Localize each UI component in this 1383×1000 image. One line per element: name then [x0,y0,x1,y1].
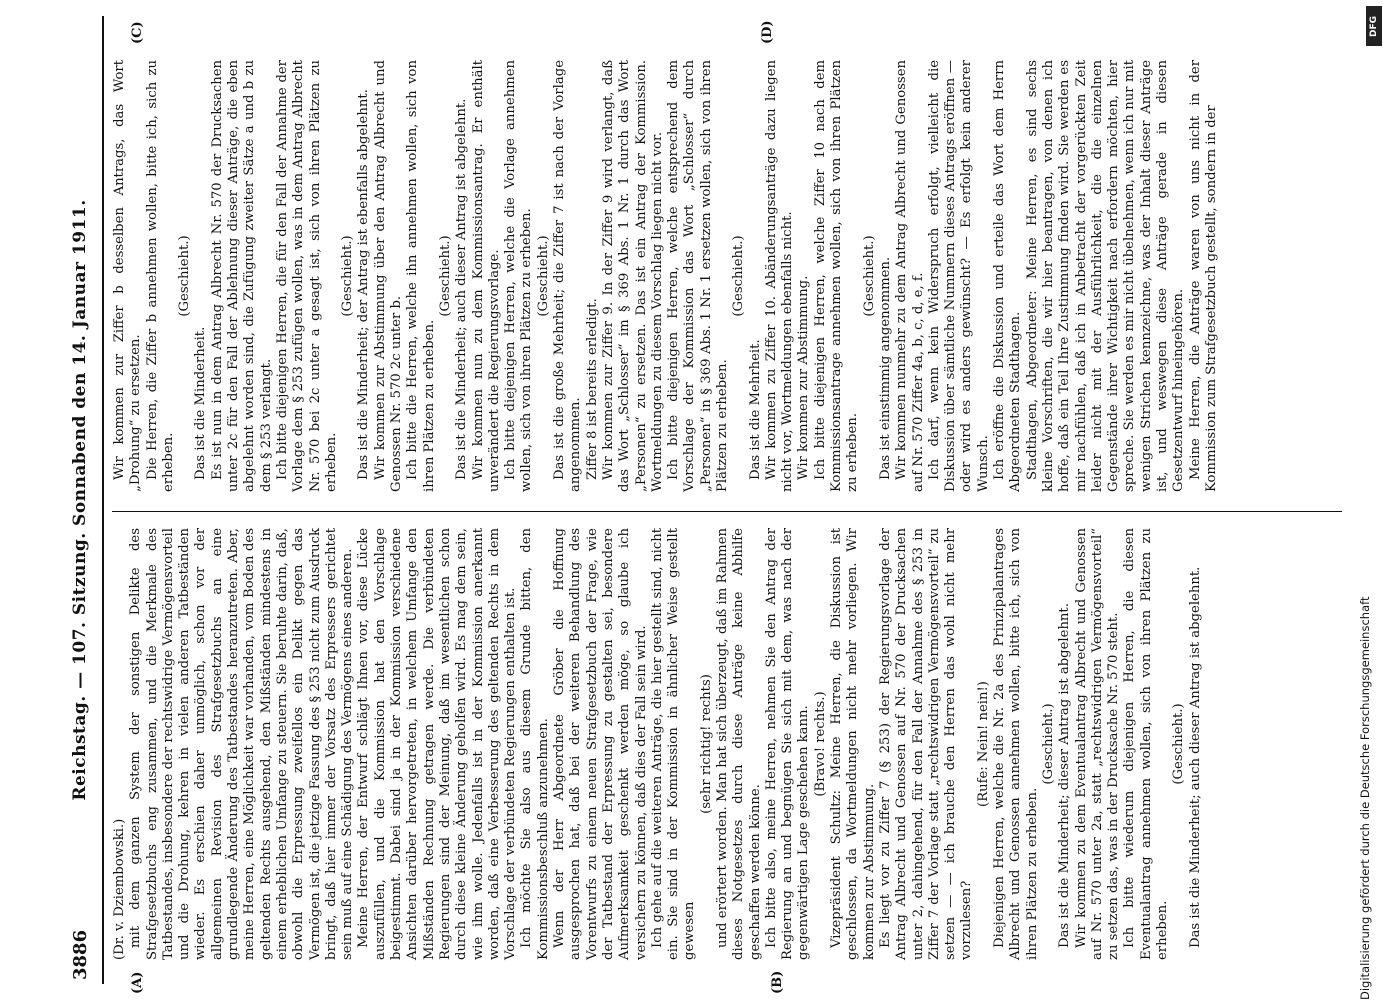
paragraph: Das ist die Minderheit. [193,326,209,480]
margin-marker-c: (C) [130,21,145,44]
paragraph: (Geschieht.) [535,235,551,317]
paragraph: mit dem ganzen System der sonstigen Delikte des Strafgesetzbuchs eng zusammen, und die Merkmale des Tatbestandes, insbesondere der rechtswidrige Vermögensvorteil und die Drohung, kehren in vielen anderen Tatbeständen wieder. Es erschien daher unmöglich, schon vor der allgemeinen Revision des Strafgesetzbuchs an eine grundlegende Änderung des Tatbestandes heranzutreten. Aber, meine Herren, eine Möglichkeit war vorhanden, vom Boden des geltenden Rechts ausgehend, den Mißständen mindestens in einem erheblichen Umfange zu steuern. Sie beruhte darin, daß, obwohl die Erpressung zweifellos ein Delikt gegen das Vermögen ist, die jetzige Fassung des § 253 nicht zum Ausdruck bringt, daß hier immer der Vorsatz des Erpressers gerichtet sein muß auf eine Schädigung des Vermögens eines anderen. [128,528,356,960]
text-column-left [112,528,1340,960]
paragraph: Ich bitte diejenigen Herren, welche entsprechend dem Vorschlage der Kommission das Wort „Schlosser“ durch „Personen“ in § 369 Abs. 1 Nr. 1 ersetzen wollen, sich von ihren Plätzen zu erheben. [666,60,730,492]
paragraph: Es ist nun in dem Antrag Albrecht Nr. 570 der Drucksachen unter 2c für den Fall der Ablehnung dieser Anträge, die eben abgelehnt worden sind, die Zufügung zweiter Sätze a und b zu dem § 253 verlangt. [209,60,274,492]
paragraph: Das ist einstimmig angenommen. [877,256,893,480]
paragraph: (Geschieht.) [437,235,453,317]
paragraph: (Rufe: Nein! nein!) [975,681,991,807]
paragraph: Wir kommen zu dem Eventualantrag Albrecht und Genossen auf Nr. 570 unter 2a, statt „rechtswidrigen Vermögensvorteil“ zu setzen das, was in der Drucksache Nr. 570 steht. [1073,528,1122,960]
paragraph: Das ist die Mehrheit. [747,339,763,480]
page-header [60,0,100,1000]
paragraph: Vizepräsident Schultz: Meine Herren, die Diskussion ist geschlossen, da Wortmeldungen nicht mehr vorliegen. Wir kommen zur Abstimmung. [829,528,877,960]
text-column-right [112,60,1340,492]
page-number: 3886 [70,929,91,980]
paragraph: (Bravo! rechts.) [812,691,828,797]
paragraph: Ich bitte diejenigen Herren, welche die Vorlage annehmen wollen, sich von ihren Plätzen zu erheben. [503,60,535,492]
digitization-credit: Digitalisierung gefördert durch die Deutsche Forschungsgemeinschaft [1358,596,1372,1000]
margin-marker-d: (D) [760,20,775,44]
paragraph: (Geschieht.) [177,235,193,317]
paragraph: Ich bitte die Herren, welche ihn annehmen wollen, sich von ihren Plätzen zu erheben. [405,60,437,492]
paragraph: Meine Herren, die Anträge waren von uns nicht in der Kommission zum Strafgesetzbuch gestellt, sondern in der [1187,60,1219,492]
paragraph: Es liegt vor zu Ziffer 7 (§ 253) der Regierungsvorlage der Antrag Albrecht und Genossen auf Nr. 570 der Drucksachen unter 2, dahingehend, für den Fall der Annahme des § 253 in Ziffer 7 der Vorlage statt „rechtswidrigen Vermögensvorteil“ zu setzen — — ich brauche den Herren das wohl nicht mehr vorzulesen? [877,528,975,960]
paragraph: Ich eröffne die Diskussion und erteile das Wort dem Herrn Abgeordneten Stadthagen. [992,60,1024,492]
paragraph: (Geschieht.) [1171,703,1187,785]
paragraph: Ziffer 8 ist bereits erledigt. [584,298,600,480]
paragraph: und erörtert worden. Man hat sich überzeugt, daß im Rahmen dieses Notgesetzes durch diese Anträge keine Abhilfe geschaffen werden könne. [714,528,763,960]
paragraph: Wir kommen zur Abstimmung. [796,275,812,480]
margin-marker-a: (A) [130,971,145,994]
running-title: Reichstag. — 107. Sitzung. Sonnabend den 14. Januar 1911. [70,199,90,801]
paragraph: Ich bitte diejenigen Herren, welche Ziffer 10 nach dem Kommissionsantrage annehmen wollen, sich von ihren Plätzen zu erheben. [812,60,861,492]
paragraph: Ich bitte wiederum diejenigen Herren, die diesen Eventualantrag annehmen wollen, sich von ihren Plätzen zu erheben. [1122,528,1170,960]
margin-marker-b: (B) [770,970,785,994]
paragraph: Das ist die große Mehrheit; die Ziffer 7 ist nach der Vorlage angenommen. [552,60,584,492]
paragraph: Wir kommen zur Ziffer b desselben Antrags, das Wort „Drohung“ zu ersetzen. [112,60,144,492]
paragraph: Das ist die Minderheit; auch dieser Antrag ist abgelehnt. [454,98,470,480]
paragraph: (Dr. v. Dziembowski.) [112,818,127,960]
paragraph: Ich gehe auf die weiteren Anträge, die hier gestellt sind, nicht ein. Sie sind in der Kommission in ähnlicher Weise gestellt gewesen [649,528,698,960]
paragraph: (sehr richtig! rechts) [698,674,714,814]
paragraph: Wir kommen zur Abstimmung über den Antrag Albrecht und Genossen Nr. 570 2c unter b. [372,60,405,492]
paragraph: (Geschieht.) [861,235,877,317]
paragraph: Diejenigen Herren, welche die Nr. 2a des Prinzipalantrages Albrecht und Genossen annehmen wollen, bitte ich, sich von ihren Plätzen zu erheben. [992,528,1040,960]
paragraph: Wir kommen zur Ziffer 9. In der Ziffer 9 wird verlangt, daß das Wort „Schlosser“ im § 369 Abs. 1 Nr. 1 durch das Wort „Personen“ zu ersetzen. Das ist ein Antrag der Kommission. Wortmeldungen zu diesem Vorschlag liegen nicht vor. [600,60,665,492]
paragraph: Stadthagen, Abgeordneter: Meine Herren, es sind sechs kleine Vorschriften, die wir hier beantragen, von denen ich hoffe, daß ein Teil Ihre Zustimmung finden wird. Sie werden es mir nachfühlen, daß ich in Anbetracht der vorgerückten Zeit leider nicht mit der Ausführlichkeit, die die einzelnen Gegenstände ihrer Wichtigkeit nach erfordern möchten, hier spreche. Sie werden es mir nicht übelnehmen, wenn ich nur mit wenigen Strichen kennzeichne, was der Inhalt dieser Anträge ist, und weswegen diese Anträge gerade in diesen Gesetzentwurf hineingehören. [1024,60,1187,492]
paragraph: Das ist die Minderheit; dieser Antrag ist abgelehnt. [1057,603,1073,948]
paragraph: Die Herren, die Ziffer b annehmen wollen, bitte ich, sich zu erheben. [144,60,176,492]
paragraph: Ich bitte diejenigen Herren, die für den Fall der Annahme der Vorlage dem § 253 zufügen wollen, was in dem Antrag Albrecht Nr. 570 bei 2c unter a gesagt ist, sich von ihren Plätzen zu erheben. [274,60,339,492]
paragraph: Wir kommen zu Ziffer 10. Abänderungsanträge dazu liegen nicht vor, Wortmeldungen ebenfalls nicht. [763,60,796,492]
paragraph: (Geschieht.) [1040,703,1056,785]
document-page [60,0,1350,1000]
paragraph: Wenn der Herr Abgeordnete Gröber die Hoffnung ausgesprochen hat, daß bei der weiteren Behandlung des Vorentwurfs zu einem neuen Strafgesetzbuch der Frage, wie der Tatbestand der Erpressung zu gestalten sei, besondere Aufmerksamkeit geschenkt werden möge, so glaube ich versichern zu können, daß dies der Fall sein wird. [552,528,649,960]
dfg-logo: DFG [1366,6,1382,46]
paragraph: (Geschieht.) [731,235,747,317]
paragraph: Das ist die Minderheit; der Antrag ist ebenfalls abgelehnt. [356,89,372,480]
column-divider [112,511,1342,512]
paragraph: Ich bitte also, meine Herren, nehmen Sie den Antrag der Regierung an und begnügen Sie sich mit dem, was nach der gegenwärtigen Lage geschehen kann. [763,528,812,960]
paragraph: Wir kommen nun zu dem Kommissionsantrag. Er enthält unverändert die Regierungsvorlage. [470,60,502,492]
paragraph: Ich möchte Sie also aus diesem Grunde bitten, den Kommissionsbeschluß anzunehmen. [519,528,551,960]
header-rule [102,16,104,984]
paragraph: Meine Herren, der Entwurf schlägt Ihnen vor, diese Lücke auszufüllen, und die Kommission hat den Vorschlage beigestimmt. Dabei sind ja in der Kommission verschiedene Ansichten darüber hervorgetreten, in welchem Umfange den Mißständen Rechnung getragen werde. Die verbündeten Regierungen sind der Meinung, daß im wesentlichen schon durch diese kleine Änderung geholfen wird. Es mag dem sein, wie ihm wolle. Jedenfalls ist in der Kommission anerkannt worden, daß eine Verbesserung des geltenden Rechts in dem Vorschlage der verbündeten Regierungen enthalten ist. [356,528,519,960]
paragraph: Wir kommen nunmehr zu dem Antrag Albrecht und Genossen auf Nr. 570 Ziffer 4a, b, c, d, e, f. [894,60,926,492]
paragraph: Das ist die Minderheit; auch dieser Antrag ist abgelehnt. [1187,566,1203,948]
paragraph: Ich darf, wenn kein Widerspruch erfolgt, vielleicht die Diskussion über sämtliche Nummern dieses Antrags eröffnen — oder wird es anders gewünscht? — Es erfolgt kein anderer Wunsch. [926,60,991,492]
paragraph: (Geschieht.) [340,235,356,317]
